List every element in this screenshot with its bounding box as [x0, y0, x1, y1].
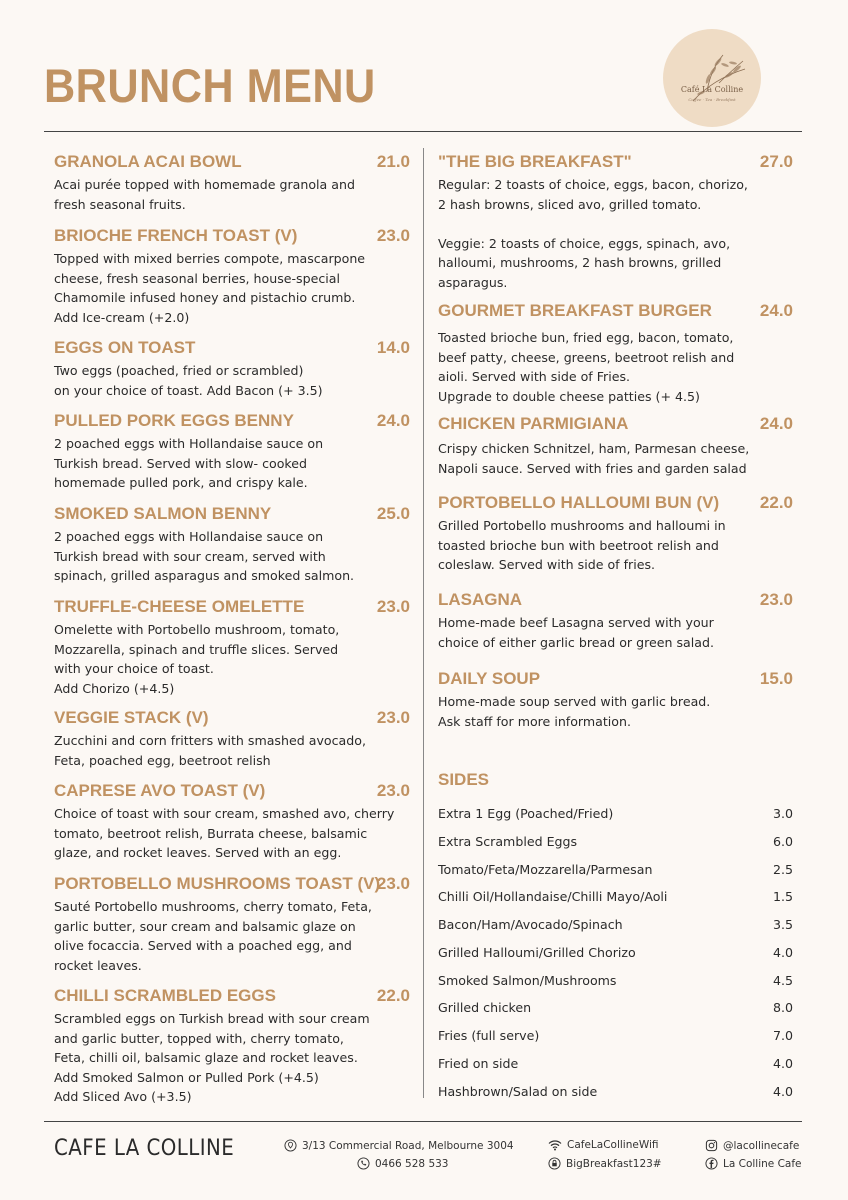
item-description: Scrambled eggs on Turkish bread with sour cream and garlic butter, topped with, cherry tomato, Feta, chilli oil, balsamic glaze and rocket leaves. Add Smoked Salmon or Pulled Pork (+4.5) Add Sliced Avo (+3.5): [54, 1011, 370, 1104]
item-description: Regular: 2 toasts of choice, eggs, bacon, chorizo, 2 hash browns, sliced avo, grilled tomato. Veggie: 2 toasts of choice, eggs, spinach, avo, halloumi, mushrooms, 2 hash browns, grilled asparagus.: [438, 177, 748, 290]
instagram-line: [705, 1139, 799, 1152]
page-title: BRUNCH MENU: [44, 59, 376, 112]
item-price: 22.0: [376, 986, 410, 1005]
item-description: Home-made beef Lasagna served with your choice of either garlic bread or green salad.: [438, 615, 714, 650]
item-name: CHILLI SCRAMBLED EGGS: [54, 986, 276, 1005]
address-text: 3/13 Commercial Road, Melbourne 3004: [302, 1139, 514, 1152]
side-price: 1.5: [772, 889, 793, 904]
side-price: 4.5: [772, 973, 793, 988]
menu-item: [438, 152, 793, 292]
phone-line: [357, 1157, 448, 1170]
item-price: 22.0: [759, 493, 793, 512]
side-name: Hashbrown/Salad on side: [438, 1084, 598, 1099]
side-item: [438, 806, 793, 826]
item-price: 14.0: [376, 338, 410, 357]
phone-text: 0466 528 533: [375, 1157, 449, 1170]
facebook-page: La Colline Cafe: [723, 1157, 802, 1170]
instagram-icon: [705, 1139, 718, 1152]
side-name: Extra Scrambled Eggs: [438, 834, 578, 849]
address-line: [284, 1139, 514, 1152]
side-name: Bacon/Ham/Avocado/Spinach: [438, 917, 623, 932]
item-name: EGGS ON TOAST: [54, 338, 196, 357]
menu-item: [438, 301, 793, 406]
item-description: Grilled Portobello mushrooms and halloumi in toasted brioche bun with beetroot relish and coleslaw. Served with side of fries.: [438, 518, 726, 572]
side-name: Tomato/Feta/Mozzarella/Parmesan: [438, 862, 653, 877]
phone-icon: [357, 1157, 370, 1170]
menu-item: [54, 338, 410, 400]
side-price: 4.0: [772, 945, 793, 960]
menu-item: [438, 590, 793, 652]
side-price: 4.0: [772, 1084, 793, 1099]
side-item: [438, 945, 793, 965]
item-description: 2 poached eggs with Hollandaise sauce on Turkish bread with sour cream, served with spinach, grilled asparagus and smoked salmon.: [54, 529, 355, 583]
side-name: Smoked Salmon/Mushrooms: [438, 973, 617, 988]
item-description: Crispy chicken Schnitzel, ham, Parmesan cheese, Napoli sauce. Served with fries and garden salad: [438, 441, 750, 476]
facebook-icon: [705, 1157, 718, 1170]
item-name: LASAGNA: [438, 590, 523, 609]
menu-item: [54, 986, 410, 1107]
item-description: 2 poached eggs with Hollandaise sauce on Turkish bread. Served with slow- cooked homemade pulled pork, and crispy kale.: [54, 436, 324, 490]
menu-item: [54, 597, 410, 698]
facebook-line: [705, 1157, 802, 1170]
logo-text: Café La Colline: [680, 85, 744, 94]
side-price: 4.0: [772, 1056, 793, 1071]
item-description: Two eggs (poached, fried or scrambled) on your choice of toast. Add Bacon (+ 3.5): [54, 363, 323, 398]
side-item: [438, 917, 793, 937]
wifi-password-line: [548, 1157, 662, 1170]
item-name: GRANOLA ACAI BOWL: [54, 152, 242, 171]
side-item: [438, 973, 793, 993]
side-item: [438, 862, 793, 882]
item-name: TRUFFLE-CHEESE OMELETTE: [54, 597, 305, 616]
menu-item: [438, 493, 793, 575]
menu-item: [438, 414, 793, 478]
item-name: CHICKEN PARMIGIANA: [438, 414, 629, 433]
menu-item: [54, 708, 410, 770]
menu-item: [438, 669, 793, 731]
menu-item: [54, 781, 410, 863]
side-price: 3.0: [772, 806, 793, 821]
item-description: Sauté Portobello mushrooms, cherry tomato, Feta, garlic butter, sour cream and balsamic glaze on olive focaccia. Served with a poached egg, and rocket leaves.: [54, 899, 372, 973]
wifi-password-text: BigBreakfast123#: [566, 1157, 662, 1170]
side-name: Extra 1 Egg (Poached/Fried): [438, 806, 614, 821]
item-price: 23.0: [376, 597, 410, 616]
side-price: 3.5: [772, 917, 793, 932]
item-price: 25.0: [376, 504, 410, 523]
item-price: 15.0: [759, 669, 793, 688]
item-price: 23.0: [376, 226, 410, 245]
item-name: DAILY SOUP: [438, 669, 541, 688]
side-name: Chilli Oil/Hollandaise/Chilli Mayo/Aoli: [438, 889, 668, 904]
side-price: 6.0: [772, 834, 793, 849]
item-name: "THE BIG BREAKFAST": [438, 152, 632, 171]
menu-item: [54, 226, 410, 327]
item-name: SMOKED SALMON BENNY: [54, 504, 272, 523]
item-name: VEGGIE STACK (V): [54, 708, 209, 727]
wifi-name-text: CafeLaCollineWifi: [567, 1139, 659, 1151]
item-price: 23.0: [376, 708, 410, 727]
item-price: 23.0: [376, 874, 410, 893]
footer-divider: [44, 1121, 802, 1122]
item-price: 23.0: [376, 781, 410, 800]
item-name: BRIOCHE FRENCH TOAST (V): [54, 226, 298, 245]
side-item: [438, 1028, 793, 1048]
item-description: Acai purée topped with homemade granola and fresh seasonal fruits.: [54, 177, 355, 212]
menu-item: [54, 411, 410, 493]
item-description: Omelette with Portobello mushroom, tomato, Mozzarella, spinach and truffle slices. Served with your choice of toast. Add Chorizo (+4.5): [54, 622, 340, 696]
side-item: [438, 1056, 793, 1076]
lock-icon: [548, 1157, 561, 1170]
item-description: Topped with mixed berries compote, mascarpone cheese, fresh seasonal berries, house-special Chamomile infused honey and pistachio crumb. Add Ice-cream (+2.0): [54, 251, 366, 325]
header-divider: [44, 131, 802, 132]
item-name: GOURMET BREAKFAST BURGER: [438, 301, 712, 320]
location-pin-icon: [284, 1139, 297, 1152]
footer-cafe-name: CAFE LA COLLINE: [54, 1136, 235, 1161]
side-item: [438, 834, 793, 854]
item-price: 24.0: [759, 414, 793, 433]
cafe-logo: [663, 29, 761, 127]
side-name: Grilled chicken: [438, 1000, 532, 1015]
item-price: 21.0: [376, 152, 410, 171]
menu-item: [54, 874, 410, 975]
instagram-handle: @lacollinecafe: [723, 1139, 800, 1152]
column-divider: [423, 148, 424, 1098]
wifi-line: [548, 1139, 659, 1151]
wifi-icon: [548, 1139, 562, 1151]
item-name: PULLED PORK EGGS BENNY: [54, 411, 294, 430]
item-name: CAPRESE AVO TOAST (V): [54, 781, 266, 800]
item-price: 24.0: [759, 301, 793, 320]
item-description: Choice of toast with sour cream, smashed avo, cherry tomato, beetroot relish, Burrata cheese, balsamic glaze, and rocket leaves. Served with an egg.: [54, 806, 395, 860]
branch-icon: [663, 29, 761, 127]
item-name: PORTOBELLO HALLOUMI BUN (V): [438, 493, 720, 512]
side-price: 7.0: [772, 1028, 793, 1043]
item-price: 27.0: [759, 152, 793, 171]
item-price: 23.0: [759, 590, 793, 609]
side-item: [438, 1000, 793, 1020]
logo-subtitle: Coffee · Tea · Breakfast: [688, 97, 736, 102]
menu-item: [54, 504, 410, 586]
sides-heading: SIDES: [438, 770, 490, 789]
item-price: 24.0: [376, 411, 410, 430]
side-item: [438, 889, 793, 909]
menu-item: [54, 152, 410, 214]
side-price: 2.5: [772, 862, 793, 877]
item-name: PORTOBELLO MUSHROOMS TOAST (V): [54, 874, 381, 893]
side-item: [438, 1084, 793, 1104]
item-description: Home-made soup served with garlic bread. Ask staff for more information.: [438, 694, 711, 729]
side-name: Fried on side: [438, 1056, 519, 1071]
item-description: Toasted brioche bun, fried egg, bacon, tomato, beef patty, cheese, greens, beetroot relish and aioli. Served with side of Fries. Upgrade to double cheese patties (+ 4.5): [438, 330, 735, 404]
item-description: Zucchini and corn fritters with smashed avocado, Feta, poached egg, beetroot relish: [54, 733, 366, 768]
side-price: 8.0: [772, 1000, 793, 1015]
side-name: Grilled Halloumi/Grilled Chorizo: [438, 945, 636, 960]
side-name: Fries (full serve): [438, 1028, 540, 1043]
